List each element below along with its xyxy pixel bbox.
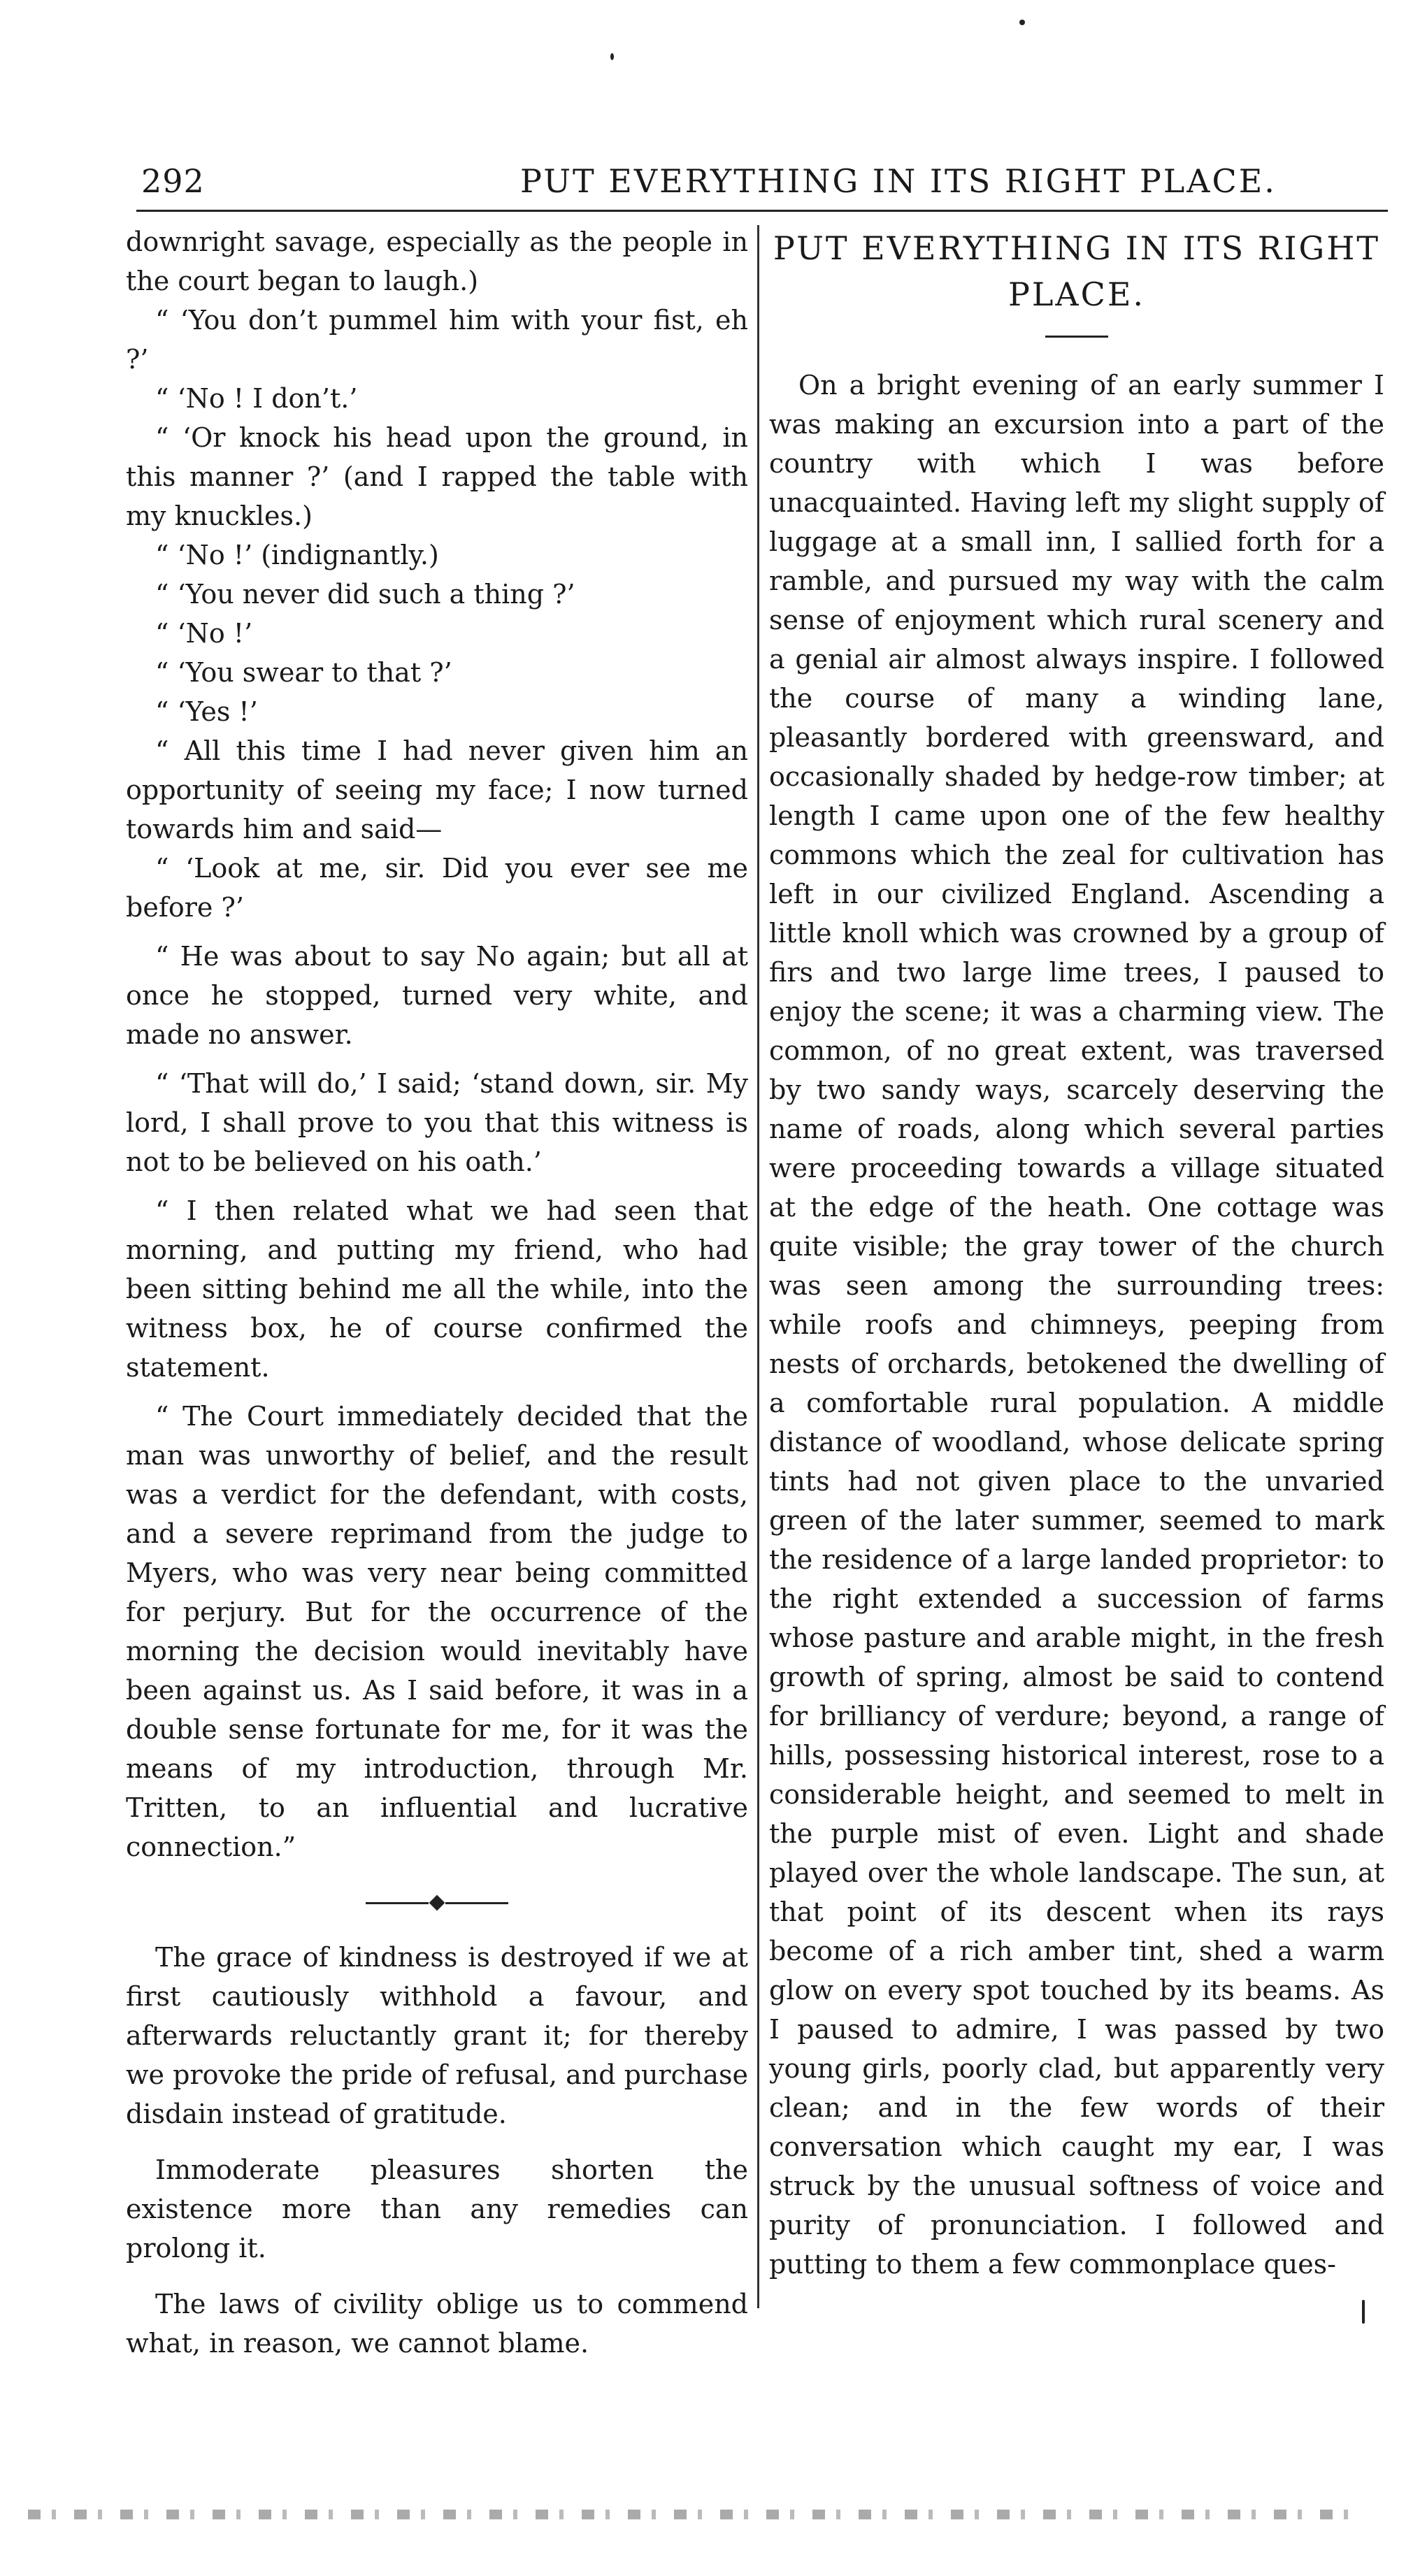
dialogue-line: “ ‘Look at me, sir. Did you ever see me before ?’ (126, 853, 748, 923)
ornament-diamond (429, 1895, 445, 1911)
running-header-title: PUT EVERYTHING IN ITS RIGHT PLACE. (520, 162, 1277, 200)
left-column (126, 222, 748, 2359)
dialogue-line: “ ‘No ! I don’t.’ (155, 383, 358, 414)
narrative-paragraph: “ I then related what we had seen that morning, and putting my friend, who had been sitting behind me all the while, into the witness box, he of course confirmed the statement. (126, 1195, 748, 1383)
page-number: 292 (141, 162, 205, 200)
right-column (769, 222, 1384, 2312)
scan-speck (1019, 20, 1025, 25)
dialogue-line: “ ‘That will do,’ I said; ‘stand down, sir. My lord, I shall prove to you that this witness is not to be believed on his oath.’ (126, 1068, 748, 1177)
narrative-paragraph: “ He was about to say No again; but all at once he stopped, turned very white, and made no answer. (126, 941, 748, 1050)
section-ornament (126, 1894, 748, 1911)
ornament-bar-right (445, 1902, 508, 1904)
dialogue-line: “ ‘No !’ (indignantly.) (155, 540, 439, 570)
dialogue-line: “ ‘Or knock his head upon the ground, in this manner ?’ (and I rapped the table with my knuckles.) (126, 422, 748, 531)
maxim-paragraph: The laws of civility oblige us to commend what, in reason, we cannot blame. (126, 2289, 748, 2359)
title-rule (1045, 336, 1108, 338)
scan-speck (610, 53, 614, 60)
dialogue-line: “ ‘No !’ (155, 618, 253, 649)
scan-mark (1362, 2300, 1365, 2324)
article-paragraph: On a bright evening of an early summer I was making an excursion into a part of the country with which I was before unacquainted. Having left my slight supply of luggage at a small inn, I sallied forth for a ramble, and pursued my way with the calm sense of enjoyment which rural scenery and a genial air almost always inspire. I followed the course of many a winding lane, pleasantly bordered with greensward, and occasionally shaded by hedge-row timber; at length I came upon one of the few healthy commons which the zeal for cultivation has left in our civilized England. Ascending a little knoll which was crowned by a group of firs and two large lime trees, I paused to enjoy the scene; it was a charming view. The common, of no great extent, was traversed by two sandy ways, scarcely deserving the name of roads, along which several parties were proceeding towards a village situated at the edge of the heath. One cottage was quite visible; the gray tower of the church was seen among the surrounding trees: while roofs and chimneys, peeping from nests of orchards, betokened the dwelling of a comfortable rural population. A middle distance of woodland, whose delicate spring tints had not given place to the unvaried green of the later summer, seemed to mark the residence of a large landed proprietor: to the right extended a succession of farms whose pasture and arable might, in the fresh growth of spring, almost be said to contend for brilliancy of verdure; beyond, a range of hills, possessing historical interest, rose to a considerable height, and seemed to melt in the purple mist of even. Light and shade played over the whole landscape. The sun, at that point of its descent when its rays become of a rich amber tint, shed a warm glow on every spot touched by its beams. As I paused to admire, I was passed by two young girls, poorly clad, but apparently very clean; and in the few words of their conversation which caught my ear, I was struck by the unusual softness of voice and purity of pronunciation. I followed and putting to them a few commonplace ques- (769, 370, 1384, 2280)
dialogue-line: “ ‘You never did such a thing ?’ (155, 579, 575, 610)
article-title: PUT EVERYTHING IN ITS RIGHT PLACE. (773, 229, 1381, 313)
column-divider (757, 225, 759, 2308)
left-paragraph-continuation: downright savage, especially as the people in the court began to laugh.) (126, 226, 748, 296)
ornament-bar-left (366, 1902, 429, 1904)
dialogue-line: “ ‘Yes !’ (155, 696, 258, 727)
scan-edge-noise (28, 2510, 1356, 2519)
maxim-paragraph: The grace of kindness is destroyed if we at first cautiously withhold a favour, and afterwards reluctantly grant it; for thereby we provoke the pride of refusal, and purchase disdain instead of gratitude. (126, 1942, 748, 2129)
maxim-paragraph: Immoderate pleasures shorten the existence more than any remedies can prolong it. (126, 2154, 748, 2264)
header-rule (136, 210, 1388, 212)
dialogue-line: “ ‘You swear to that ?’ (155, 657, 452, 688)
dialogue-line: “ ‘You don’t pummel him with your fist, eh ?’ (126, 305, 748, 375)
narrative-paragraph: “ All this time I had never given him an opportunity of seeing my face; I now turned towards him and said— (126, 735, 748, 844)
narrative-paragraph: “ The Court immediately decided that the man was unworthy of belief, and the result was a verdict for the defendant, with costs, and a severe reprimand from the judge to Myers, who was very near being committed for perjury. But for the occurrence of the morning the decision would inevitably have been against us. As I said before, it was in a double sense fortunate for me, for it was the means of my introduction, through Mr. Tritten, to an influential and lucrative connection.” (126, 1401, 748, 1862)
